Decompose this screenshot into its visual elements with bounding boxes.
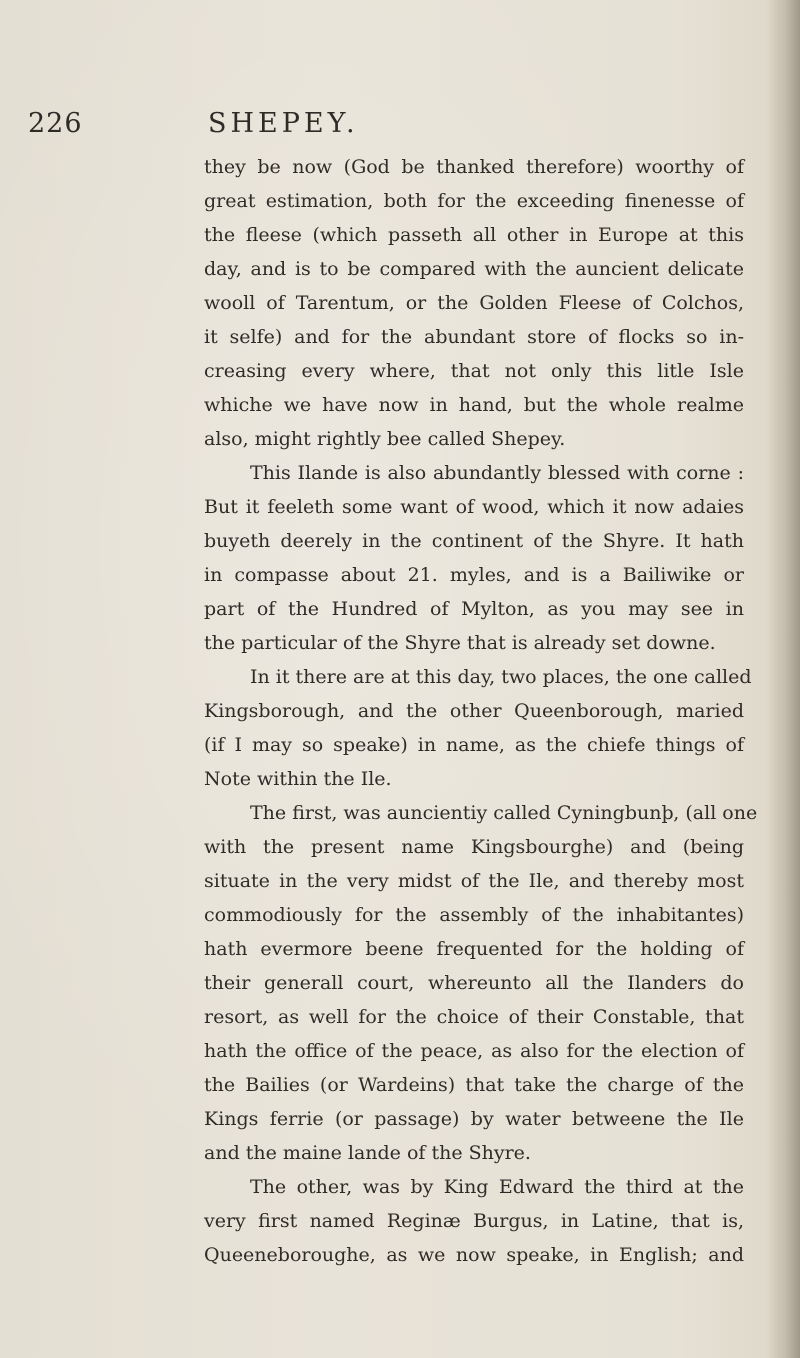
text-line: the particular of the Shyre that is already set downe. — [204, 632, 716, 654]
text-line: also, might rightly bee called Shepey. — [204, 428, 566, 450]
text-line: in compasse about 21. myles, and is a Bailiwike or — [204, 564, 744, 586]
text-line: But it feeleth some want of wood, which it now adaies — [204, 496, 744, 518]
running-head: SHEPEY. — [208, 108, 359, 139]
text-block — [204, 150, 758, 1272]
text-line: (if I may so speake) in name, as the chiefe things of — [204, 734, 744, 756]
text-line: part of the Hundred of Mylton, as you may see in — [204, 598, 744, 620]
text-line: Kings ferrie (or passage) by water betweene the Ile — [204, 1108, 744, 1130]
text-line: situate in the very midst of the Ile, and thereby most — [204, 870, 744, 892]
text-line: resort, as well for the choice of their Constable, that — [204, 1006, 744, 1028]
text-line: the fleese (which passeth all other in Europe at this — [204, 224, 744, 246]
text-line: very first named Reginæ Burgus, in Latine, that is, — [204, 1210, 744, 1232]
text-line: whiche we have now in hand, but the whole realme — [204, 394, 744, 416]
text-line: day, and is to be compared with the auncient delicate — [204, 258, 744, 280]
text-line: creasing every where, that not only this litle Isle — [204, 360, 744, 382]
text-line: great estimation, both for the exceeding finenesse of — [204, 190, 744, 212]
text-line: commodiously for the assembly of the inhabitantes) — [204, 904, 744, 926]
text-line: the Bailies (or Wardeins) that take the charge of the — [204, 1074, 744, 1096]
text-line: Queeneboroughe, as we now speake, in English; and — [204, 1244, 744, 1266]
text-line: The other, was by King Edward the third at the — [250, 1176, 744, 1198]
text-line: Note within the Ile. — [204, 768, 392, 790]
text-line: buyeth deerely in the continent of the Shyre. It hath — [204, 530, 744, 552]
text-line: it selfe) and for the abundant store of flocks so in- — [204, 326, 744, 348]
text-line: they be now (God be thanked therefore) woorthy of — [204, 156, 744, 178]
text-line: their generall court, whereunto all the Ilanders do — [204, 972, 744, 994]
page-number: 226 — [28, 108, 83, 139]
text-line: Kingsborough, and the other Queenborough, maried — [204, 700, 744, 722]
text-line: and the maine lande of the Shyre. — [204, 1142, 531, 1164]
text-line: wooll of Tarentum, or the Golden Fleese of Colchos, — [204, 292, 744, 314]
text-line: In it there are at this day, two places, the one called — [250, 666, 752, 688]
text-line: The first, was auncientiy called Cyningbunþ, (all one — [250, 802, 758, 824]
text-line: hath the office of the peace, as also for the election of — [204, 1040, 744, 1062]
text-line: with the present name Kingsbourghe) and (being — [204, 836, 744, 858]
text-line: This Ilande is also abundantly blessed with corne : — [250, 462, 744, 484]
page-gutter-shadow — [766, 0, 800, 1358]
text-line: hath evermore beene frequented for the holding of — [204, 938, 744, 960]
